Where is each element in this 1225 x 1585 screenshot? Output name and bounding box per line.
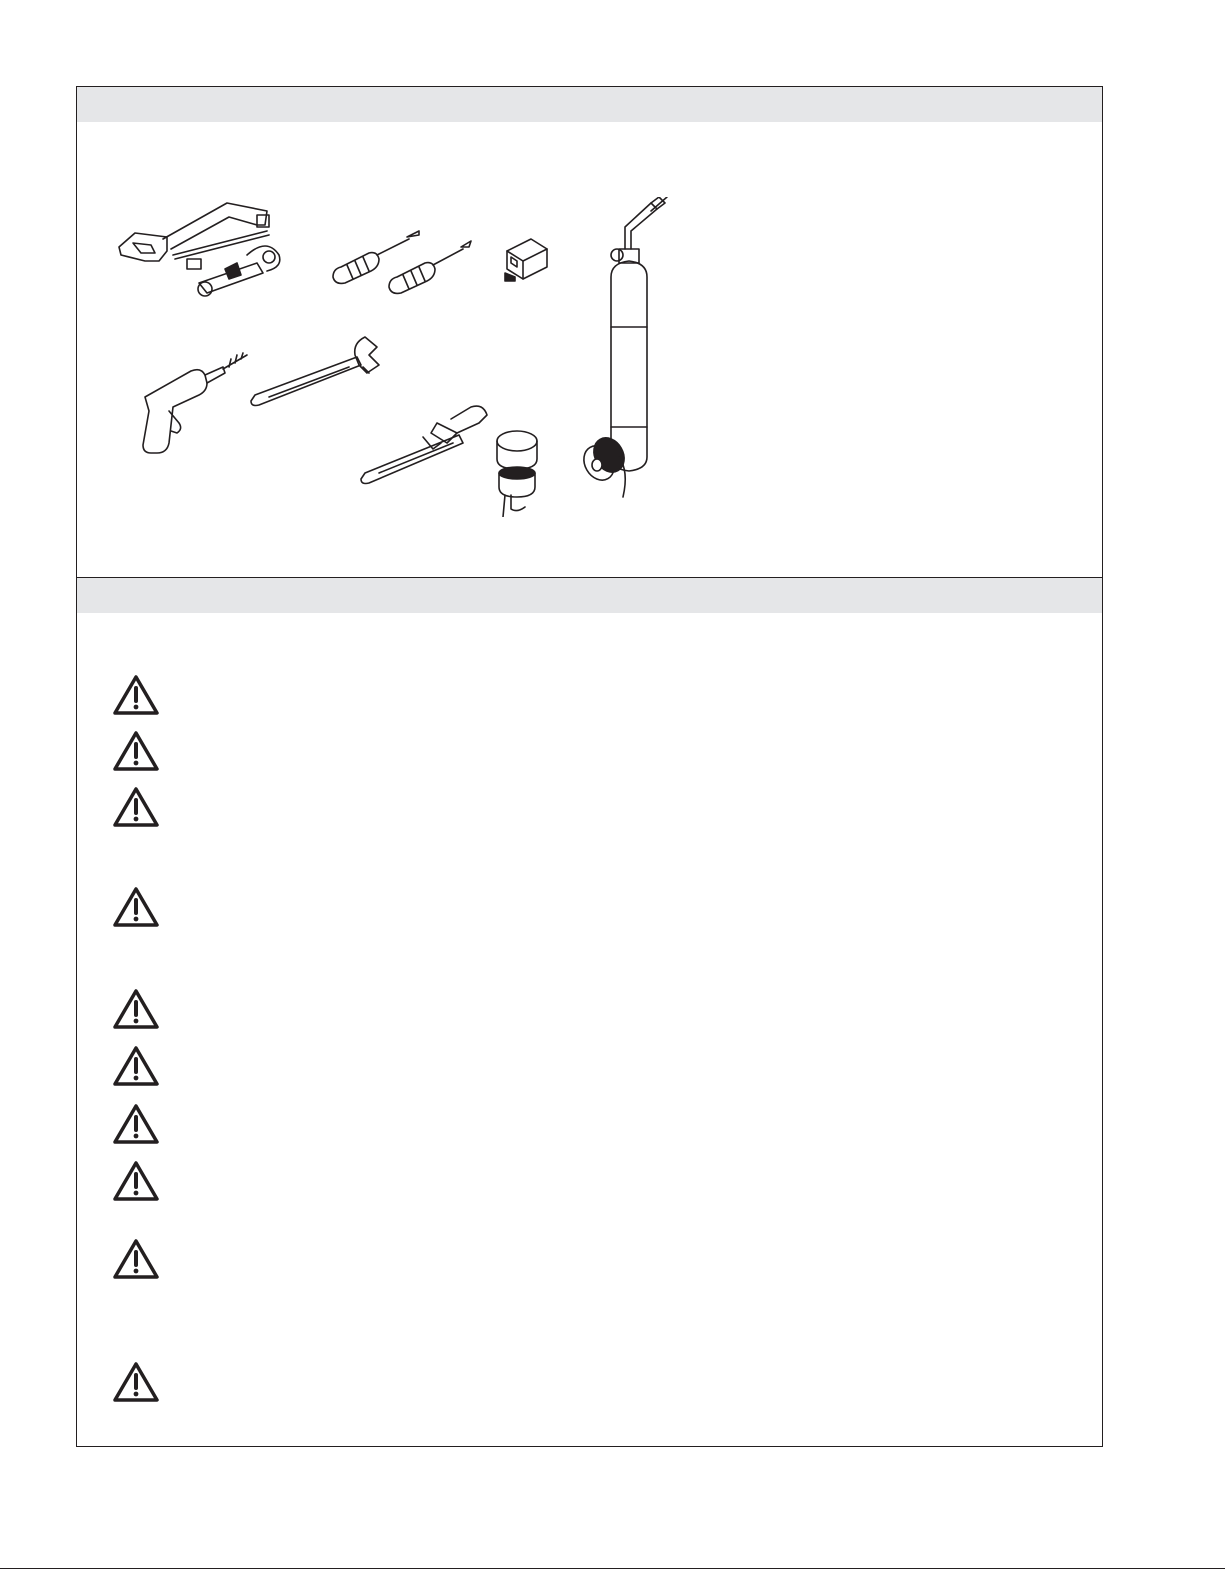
tools-illustration xyxy=(107,197,677,517)
instruction-frame xyxy=(76,86,1103,1447)
tape-measure-icon xyxy=(505,239,547,281)
page-footer-rule xyxy=(0,1568,1225,1569)
plumbers-tape-icon xyxy=(497,431,537,517)
warning-triangle-icon xyxy=(112,674,160,716)
warning-triangle-icon xyxy=(112,730,160,772)
drill-icon xyxy=(143,353,247,453)
pipe-wrench-icon xyxy=(361,406,487,484)
tubing-cutter-icon xyxy=(198,246,280,296)
warning-triangle-icon xyxy=(112,988,160,1030)
warning-triangle-icon xyxy=(112,1045,160,1087)
propane-torch-icon xyxy=(611,197,667,471)
flat-screwdriver-icon xyxy=(333,231,419,283)
adjustable-wrench-icon xyxy=(251,337,379,406)
phillips-screwdriver-icon xyxy=(389,241,471,293)
warning-triangle-icon xyxy=(112,1238,160,1280)
warning-triangle-icon xyxy=(112,886,160,928)
tools-section-header xyxy=(77,87,1102,122)
hacksaw-icon xyxy=(119,203,269,269)
safety-section-header xyxy=(77,577,1102,613)
warning-triangle-icon xyxy=(112,1103,160,1145)
warning-triangle-icon xyxy=(112,1361,160,1403)
warning-triangle-icon xyxy=(112,1160,160,1202)
warning-triangle-icon xyxy=(112,786,160,828)
solder-spool-icon xyxy=(578,432,630,497)
